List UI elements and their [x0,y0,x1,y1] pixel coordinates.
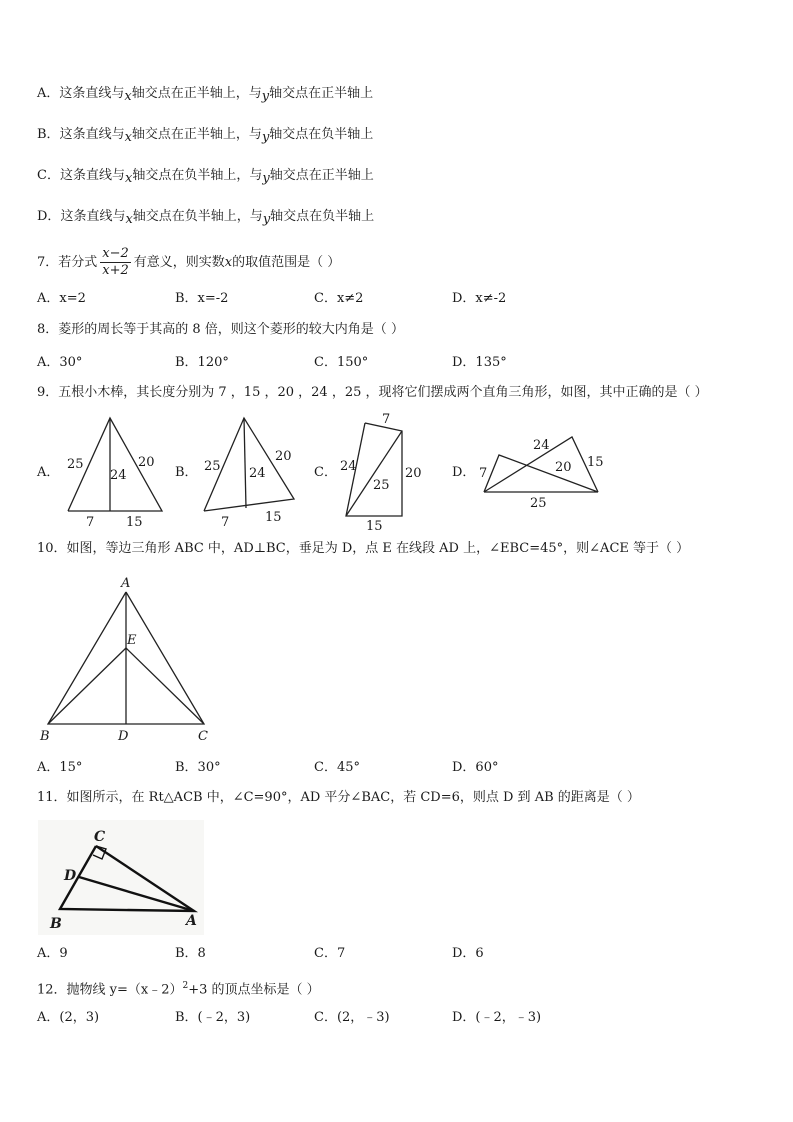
q9-figure-d-right: 15 [587,455,604,470]
q9-figure-d-triangle-1 [484,455,598,492]
q9-figure-a-left: 25 [67,457,84,472]
q10-option-c: C．45° [314,760,360,775]
q11-option-a: A．9 [37,946,68,961]
q11-label-b: B [50,916,62,932]
q8-option-d: D．135° [452,355,507,370]
q6-option-c: C．这条直线与x轴交点在负半轴上，与y轴交点在正半轴上 [37,168,374,186]
q9-figure-a-b2: 15 [126,515,143,530]
q9-figure-b-right: 20 [275,449,292,464]
q10-option-a: A．15° [37,760,83,775]
q9-figure-a-mid: 24 [110,468,127,483]
q9-figure-d-label: D． [452,465,476,480]
q11-label-a: A [186,913,197,929]
q7-option-b: B．x=-2 [175,291,229,306]
q7-option-a: A．x=2 [37,291,86,306]
q9-figure-d-top: 24 [533,438,550,453]
q9-figure-d-bottom: 25 [530,496,547,511]
q9-figure-b-label: B． [175,465,198,480]
q12-option-d: D．(﹣2，﹣3) [452,1010,542,1025]
q10-option-b: B．30° [175,760,221,775]
q9-stem: 9．五根小木棒，其长度分别为 7 ，15 ，20 ，24 ，25 ，现将它们摆成两个直角三角形，如图，其中正确的是（ ） [37,385,708,400]
q9-figure-d-left: 7 [479,466,488,481]
q9-figures [30,408,770,533]
q7-option-c: C．x≠2 [314,291,364,306]
q12-stem: 12．抛物线 y=（x﹣2）$^2$+3 的顶点坐标是（ ） [37,981,320,998]
q6-option-a: A．这条直线与x轴交点在正半轴上，与y轴交点在正半轴上 [37,86,374,104]
q8-stem: 8．菱形的周长等于其高的 8 倍，则这个菱形的较大内角是（ ） [37,322,404,337]
q12-option-c: C．(2，﹣3) [314,1010,390,1025]
q11-option-b: B．8 [175,946,206,961]
q11-option-c: C．7 [314,946,346,961]
q10-segment-ec [126,648,204,724]
q10-label-e: E [127,633,137,648]
q7-fraction: $\frac{x-2}{x+2}$ [102,246,129,278]
q9-figure-c-left: 24 [340,459,357,474]
q6-option-b: B．这条直线与x轴交点在正半轴上，与y轴交点在负半轴上 [37,127,374,145]
q9-figure-b-mid: 24 [249,466,266,481]
q6-option-d: D．这条直线与x轴交点在负半轴上，与y轴交点在负半轴上 [37,209,375,227]
q11-label-d: D [64,868,77,884]
q11-label-c: C [94,829,106,845]
q10-label-c: C [198,729,208,744]
q9-figure-c-right: 20 [405,466,422,481]
q10-label-b: B [40,729,50,744]
q11-stem: 11．如图所示，在 Rt△ACB 中，∠C=90°，AD 平分∠BAC，若 CD=6，则点 D 到 AB 的距离是（ ） [37,790,640,805]
q11-option-d: D．6 [452,946,484,961]
q9-figure-b-b1: 7 [221,515,230,530]
q11-figure-background [38,820,204,935]
q10-label-a: A [121,576,131,591]
q7-option-d: D．x≠-2 [452,291,507,306]
q10-option-d: D．60° [452,760,499,775]
q8-option-c: C．150° [314,355,369,370]
q9-figure-c-label: C． [314,465,337,480]
q10-label-d: D [118,729,129,744]
q9-figure-a-right: 20 [138,455,155,470]
q9-figure-b-left: 25 [204,459,221,474]
q9-figure-a-b1: 7 [86,515,95,530]
q9-figure-b-height [244,418,246,508]
q9-figure-a-label: A． [37,465,60,480]
q9-figure-c-top: 7 [382,412,391,427]
q8-option-b: B．120° [175,355,229,370]
q9-figure-d-mid: 20 [555,460,572,475]
q8-option-a: A．30° [37,355,83,370]
q10-segment-be [48,648,126,724]
q10-stem: 10．如图，等边三角形 ABC 中，AD⊥BC，垂足为 D，点 E 在线段 AD 上，∠EBC=45°，则∠ACE 等于（ ） [37,541,690,556]
q9-figure-c-diag: 25 [373,478,390,493]
q12-option-a: A．(2，3) [37,1010,100,1025]
q11-figure [38,820,204,935]
q9-figure-c-bottom: 15 [366,519,383,533]
q9-figure-b-b2: 15 [265,510,282,525]
q10-figure [35,572,220,747]
q7-stem: 7．若分式 $\frac{x-2}{x+2}$ 有意义，则实数x的取值范围是（ ） [37,246,341,278]
q12-option-b: B．(﹣2，3) [175,1010,251,1025]
